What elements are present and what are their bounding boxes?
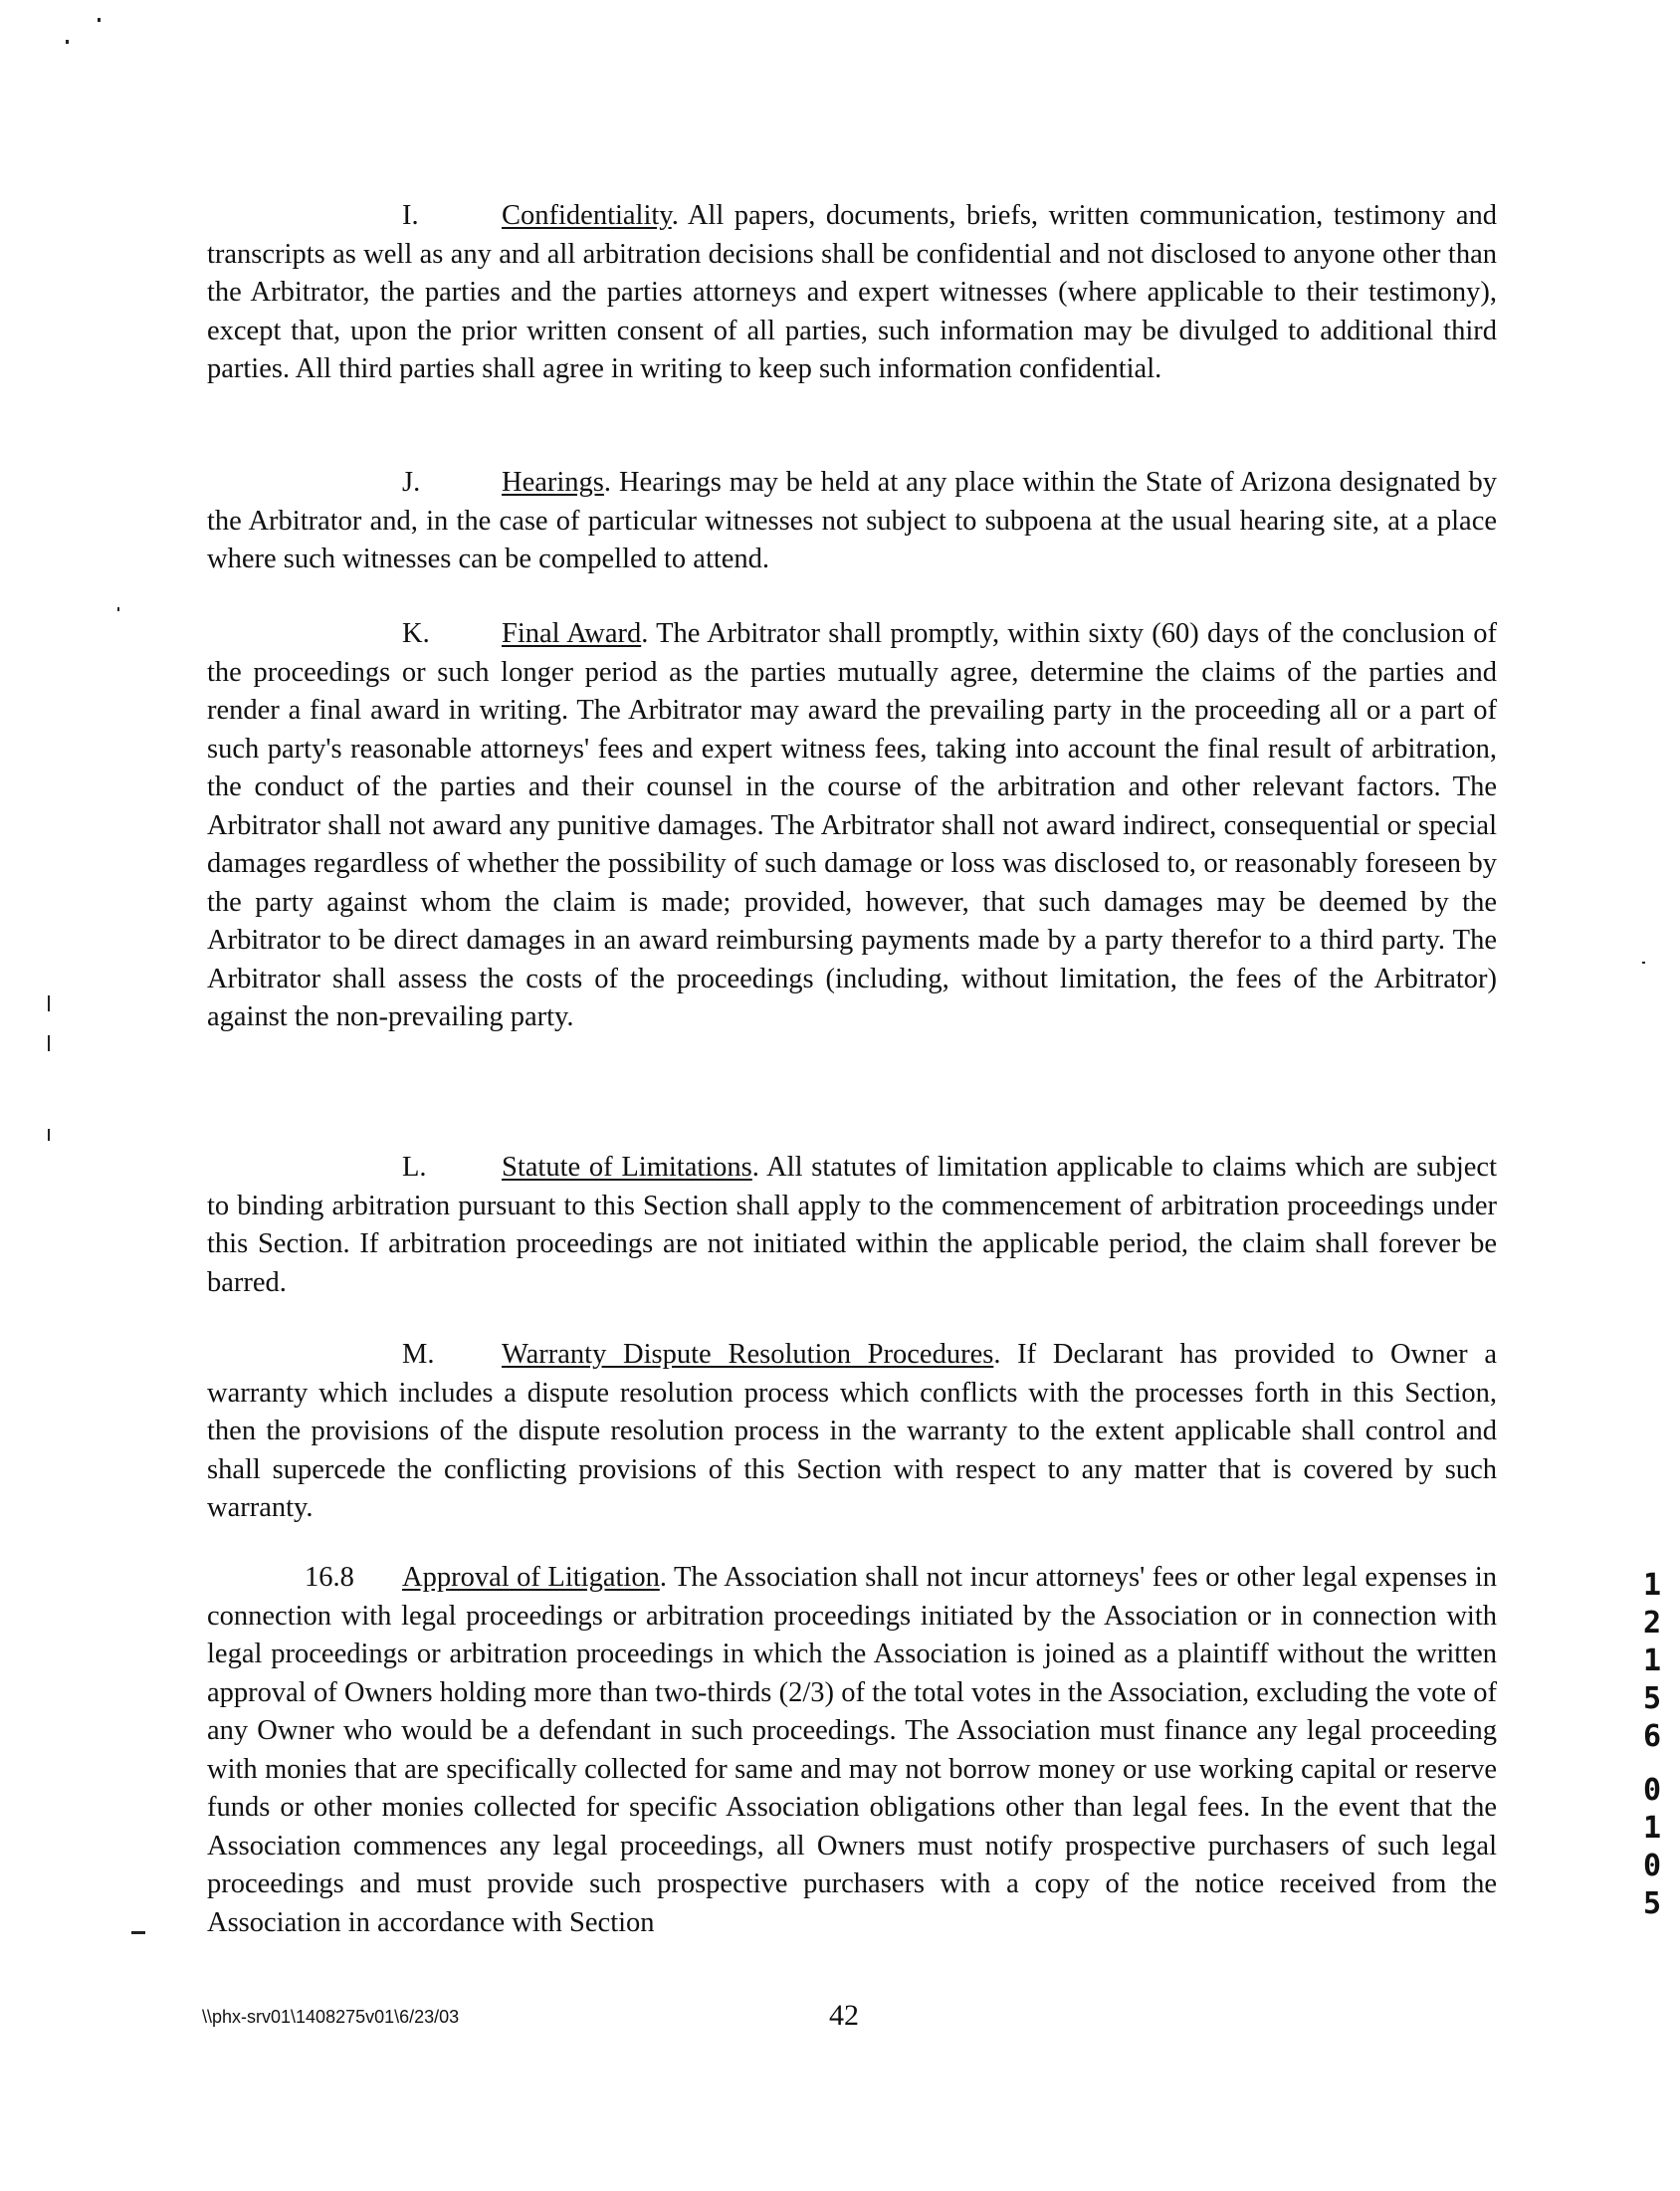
section-label: I.: [402, 200, 419, 231]
scan-speck: [117, 607, 119, 611]
section-l-statute-of-limitations: [207, 1149, 1497, 1302]
stamp-digit: 1: [1642, 1568, 1662, 1603]
section-heading: Hearings: [502, 467, 604, 498]
stamp-digit: 6: [1642, 1719, 1662, 1754]
section-label: 16.8: [305, 1562, 354, 1593]
section-16-8-approval-of-litigation: [207, 1559, 1497, 1942]
section-j-hearings: [207, 464, 1497, 579]
scan-speck: [48, 1035, 50, 1051]
recording-stamp-upper: [1640, 1567, 1664, 1756]
section-label: L.: [402, 1152, 427, 1183]
section-heading: Approval of Litigation: [402, 1562, 660, 1593]
section-text: . The Association shall not incur attorneys' fees or other legal expenses in connection with legal proceedings or arbitration proceedings initiated by the Association or in connection with legal proceedings or arbitration proceedings in which the Association is joined as a plaintiff without the written approval of Owners holding more than two-thirds (2/3) of the total votes in the Association, excluding the vote of any Owner who would be a defendant in such proceedings. The Association must finance any legal proceeding with monies that are specifically collected for same and may not borrow money or use working capital or reserve funds or other monies collected for specific Association obligations other than legal fees. In the event that the Association commences any legal proceedings, all Owners must notify prospective purchasers of such legal proceedings and must provide such prospective purchasers with a copy of the notice received from the Association in accordance with Section: [207, 1562, 1498, 1938]
stamp-digit: 5: [1642, 1886, 1662, 1921]
scan-speck: [48, 995, 50, 1011]
scan-speck: [66, 40, 69, 44]
section-heading: Statute of Limitations: [502, 1152, 752, 1183]
stamp-digit: 0: [1642, 1849, 1662, 1883]
scan-speck: [48, 1129, 50, 1141]
footer-file-path: \\phx-srv01\1408275v01\6/23/03: [202, 2007, 460, 2027]
section-text: . The Arbitrator shall promptly, within sixty (60) days of the conclusion of the proceedings or such longer period as the parties mutually agree, determine the claims of the parties and render a final award in writing. The Arbitrator may award the prevailing party in the proceeding all or a part of such party's reasonable attorneys' fees and expert witness fees, taking into account the final result of arbitration, the conduct of the parties and their counsel in the course of the arbitration and other relevant factors. The Arbitrator shall not award any punitive damages. The Arbitrator shall not award indirect, consequential or special damages regardless of whether the possibility of such damage or loss was disclosed to, or reasonably foreseen by the party against whom the claim is made; provided, however, that such damages may be deemed by the Arbitrator to be direct damages in an award reimbursing payments made by a party therefor to a third party. The Arbitrator shall assess the costs of the proceedings (including, without limitation, the fees of the Arbitrator) against the non-prevailing party.: [207, 618, 1497, 1032]
section-heading: Warranty Dispute Resolution Procedures: [502, 1339, 994, 1370]
section-heading: Confidentiality: [502, 200, 672, 231]
stamp-digit: 1: [1642, 1643, 1662, 1678]
scan-speck: [131, 1931, 145, 1934]
scan-speck: [1642, 962, 1645, 964]
stamp-digit: 5: [1642, 1681, 1662, 1716]
section-text: . All papers, documents, briefs, written communication, testimony and transcripts as well as any and all arbitration decisions shall be confidential and not disclosed to anyone other than the Arbitrator, the parties and the parties attorneys and expert witnesses (where applicable to their testimony), except that, upon the prior written consent of all parties, such information may be divulged to additional third parties. All third parties shall agree in writing to keep such information confidential.: [207, 200, 1497, 384]
section-text: . All statutes of limitation applicable to claims which are subject to binding arbitration pursuant to this Section shall apply to the commencement of arbitration proceedings under this Section. If arbitration proceedings are not initiated within the applicable period, the claim shall forever be barred.: [207, 1152, 1497, 1298]
section-label: K.: [402, 618, 430, 649]
section-i-confidentiality: [207, 197, 1497, 389]
section-label: J.: [402, 467, 421, 498]
section-label: M.: [402, 1339, 435, 1370]
stamp-digit: 2: [1642, 1606, 1662, 1641]
stamp-digit: 0: [1642, 1773, 1662, 1808]
stamp-digit: 1: [1642, 1811, 1662, 1846]
section-k-final-award: [207, 615, 1497, 1037]
section-m-warranty-dispute: [207, 1336, 1497, 1528]
scan-speck: [98, 18, 101, 22]
section-text: . Hearings may be held at any place within the State of Arizona designated by the Arbitrator and, in the case of particular witnesses not subject to subpoena at the usual hearing site, at a place where such witnesses can be compelled to attend.: [207, 467, 1497, 574]
recording-stamp-lower: [1640, 1772, 1664, 1923]
section-heading: Final Award: [502, 618, 642, 649]
page-number: 42: [829, 1999, 859, 2032]
section-text: . If Declarant has provided to Owner a warranty which includes a dispute resolution process which conflicts with the processes forth in this Section, then the provisions of the dispute resolution process in the warranty to the extent applicable shall control and shall supercede the conflicting provisions of this Section with respect to any matter that is covered by such warranty.: [207, 1339, 1497, 1523]
